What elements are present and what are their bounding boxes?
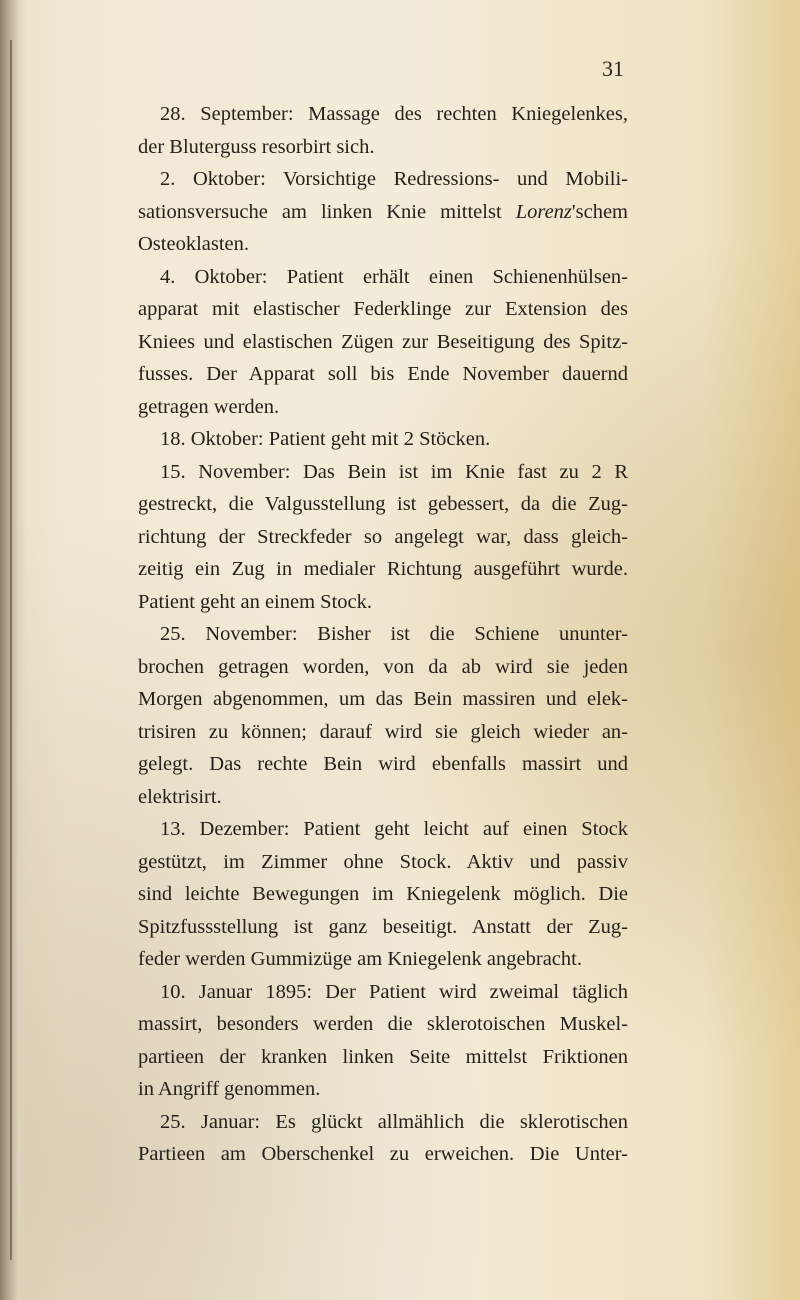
italic-name: Lorenz <box>515 200 572 223</box>
text-line: apparat mit elastischer Federklinge zur Extension des <box>138 298 628 320</box>
text-line: 13. Dezember: Patient geht leicht auf einen Stock <box>160 818 628 840</box>
text-line: 25. November: Bisher ist die Schiene ununter- <box>160 623 628 645</box>
text-line: getragen werden. <box>138 395 280 418</box>
text-line: Patient geht an einem Stock. <box>138 590 372 613</box>
text-line: 4. Oktober: Patient erhält einen Schienenhülsen- <box>160 265 628 288</box>
text-line: partieen der kranken linken Seite mittelst Friktionen <box>138 1045 628 1068</box>
text-line: der Bluterguss resorbirt sich. <box>138 135 375 158</box>
text-line: fusses. Der Apparat soll bis Ende November dauernd <box>138 363 628 385</box>
body-text <box>138 98 628 1171</box>
text-line: Spitzfussstellung ist ganz beseitigt. Anstatt der Zug- <box>138 915 628 938</box>
text-line: gestreckt, die Valgusstellung ist gebessert, da die Zug- <box>138 493 628 515</box>
text-line: massirt, besonders werden die sklerotoischen Muskel- <box>138 1013 628 1035</box>
binding-edge <box>10 40 12 1260</box>
text-line: 15. November: Das Bein ist im Knie fast zu 2 R <box>160 460 628 483</box>
text-line: feder werden Gummizüge am Kniegelenk angebracht. <box>138 948 582 970</box>
text-line: 28. September: Massage des rechten Kniegelenkes, <box>160 103 628 125</box>
text-line: gelegt. Das rechte Bein wird ebenfalls massirt und <box>138 753 628 775</box>
text-line: 2. Oktober: Vorsichtige Redressions- und Mobili- <box>160 168 628 190</box>
text-line: gestützt, im Zimmer ohne Stock. Aktiv und passiv <box>138 850 628 873</box>
text-line: elektrisirt. <box>138 785 222 808</box>
text-line: 10. Januar 1895: Der Patient wird zweimal täglich <box>160 980 628 1003</box>
text-line: sind leichte Bewegungen im Kniegelenk möglich. Die <box>138 883 628 905</box>
text-line: Kniees und elastischen Zügen zur Beseitigung des Spitz- <box>138 330 628 353</box>
text-line: sationsversuche am linken Knie mittelst Lorenz'schem <box>138 200 628 223</box>
text-line: Osteoklasten. <box>138 233 250 255</box>
text-line: brochen getragen worden, von da ab wird sie jeden <box>138 655 628 678</box>
page-number: 31 <box>602 56 624 81</box>
text-line: 18. Oktober: Patient geht mit 2 Stöcken. <box>160 428 491 450</box>
page-gutter <box>0 0 26 1300</box>
text-line: 25. Januar: Es glückt allmählich die sklerotischen <box>160 1110 628 1133</box>
text-line: in Angriff genommen. <box>138 1078 321 1100</box>
text-line: Morgen abgenommen, um das Bein massiren und elek- <box>138 688 628 710</box>
text-line: Partieen am Oberschenkel zu erweichen. Die Unter- <box>138 1143 628 1165</box>
text-line: zeitig ein Zug in medialer Richtung ausgeführt wurde. <box>138 558 628 580</box>
text-line: trisiren zu können; darauf wird sie gleich wieder an- <box>138 720 628 743</box>
text-line: richtung der Streckfeder so angelegt war, dass gleich- <box>138 525 628 548</box>
